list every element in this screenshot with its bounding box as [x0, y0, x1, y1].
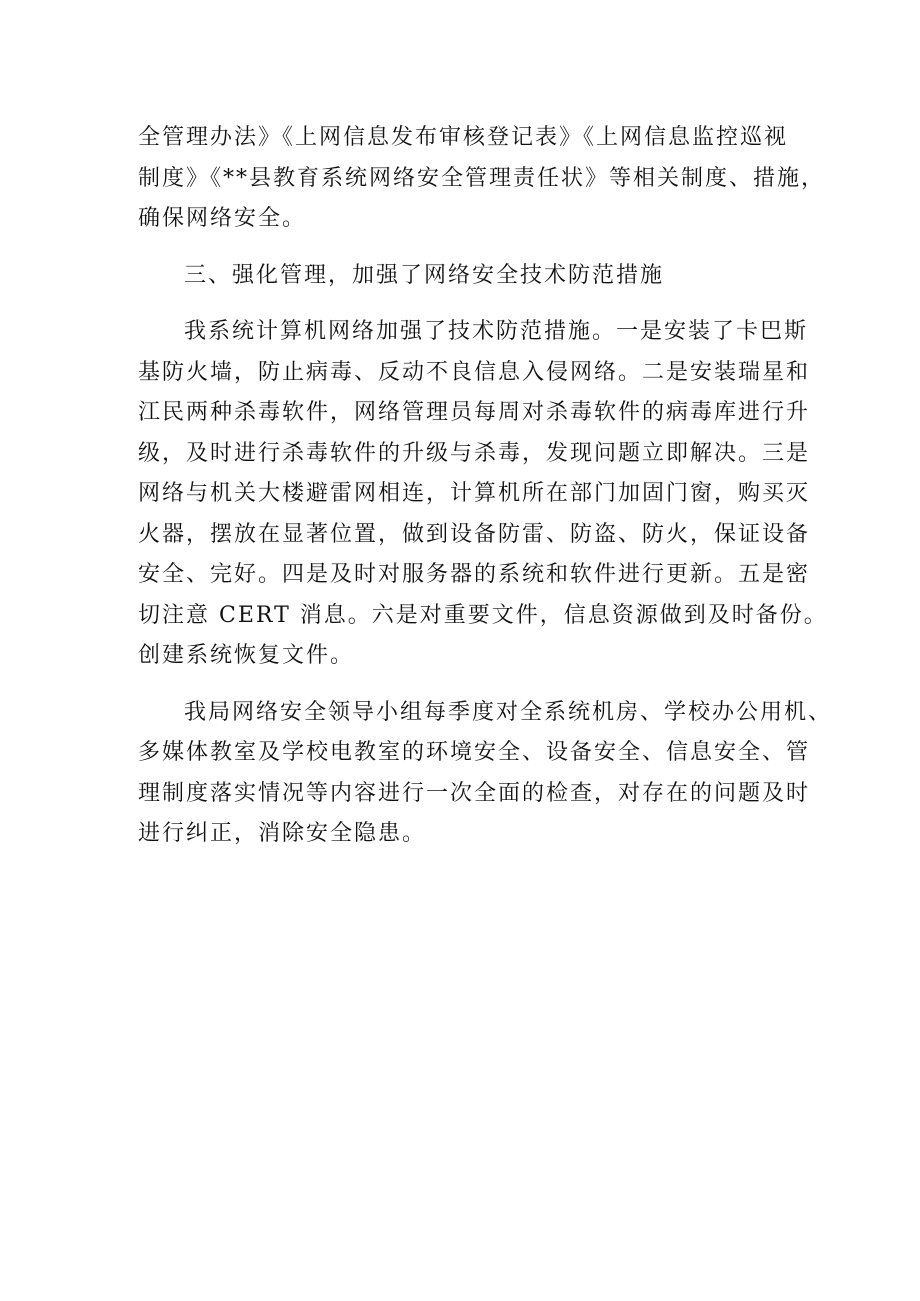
text-line: 网络与机关大楼避雷网相连，计算机所在部门加固门窗，购买灭: [138, 481, 811, 506]
text-line: 制度》《**县教育系统网络安全管理责任状》等相关制度、措施，: [138, 165, 826, 191]
text-line: 江民两种杀毒软件，网络管理员每周对杀毒软件的病毒库进行升: [138, 400, 811, 425]
text-line: 确保网络安全。: [138, 206, 307, 231]
text-line: 级，及时进行杀毒软件的升级与杀毒，发现问题立即解决。三是: [138, 440, 811, 466]
text-line: 创建系统恢复文件。: [138, 643, 355, 668]
document-body: [138, 118, 833, 855]
text-line: 我局网络安全领导小组每季度对全系统机房、学校办公用机、: [184, 699, 833, 725]
paragraph-technical-measures: [138, 312, 828, 677]
text-line: 安全、完好。四是及时对服务器的系统和软件进行更新。五是密: [138, 562, 811, 587]
section-heading: [138, 256, 794, 297]
text-line: 基防火墙，防止病毒、反动不良信息入侵网络。二是安装瑞星和: [138, 359, 811, 385]
text-line: 火器，摆放在显著位置，做到设备防雷、防盗、防火，保证设备: [138, 521, 811, 547]
paragraph-continuation: [138, 118, 826, 240]
text-line: 全管理办法》《上网信息发布审核登记表》《上网信息监控巡视: [138, 125, 789, 150]
text-line: 切注意 CERT 消息。六是对重要文件，信息资源做到及时备份。: [138, 602, 828, 628]
text-line: 多媒体教室及学校电教室的环境安全、设备安全、信息安全、管: [138, 740, 811, 765]
paragraph-spacer: [138, 240, 794, 256]
paragraph-spacer: [138, 296, 794, 312]
text-line: 我系统计算机网络加强了技术防范措施。一是安装了卡巴斯: [184, 319, 809, 344]
text-line: 进行纠正，消除安全隐患。: [138, 821, 427, 846]
heading-text: 三、强化管理，加强了网络安全技术防范措施: [184, 262, 665, 288]
paragraph-inspection: [138, 693, 833, 855]
text-line: 理制度落实情况等内容进行一次全面的检查，对存在的问题及时: [138, 780, 811, 806]
paragraph-spacer: [138, 677, 794, 693]
